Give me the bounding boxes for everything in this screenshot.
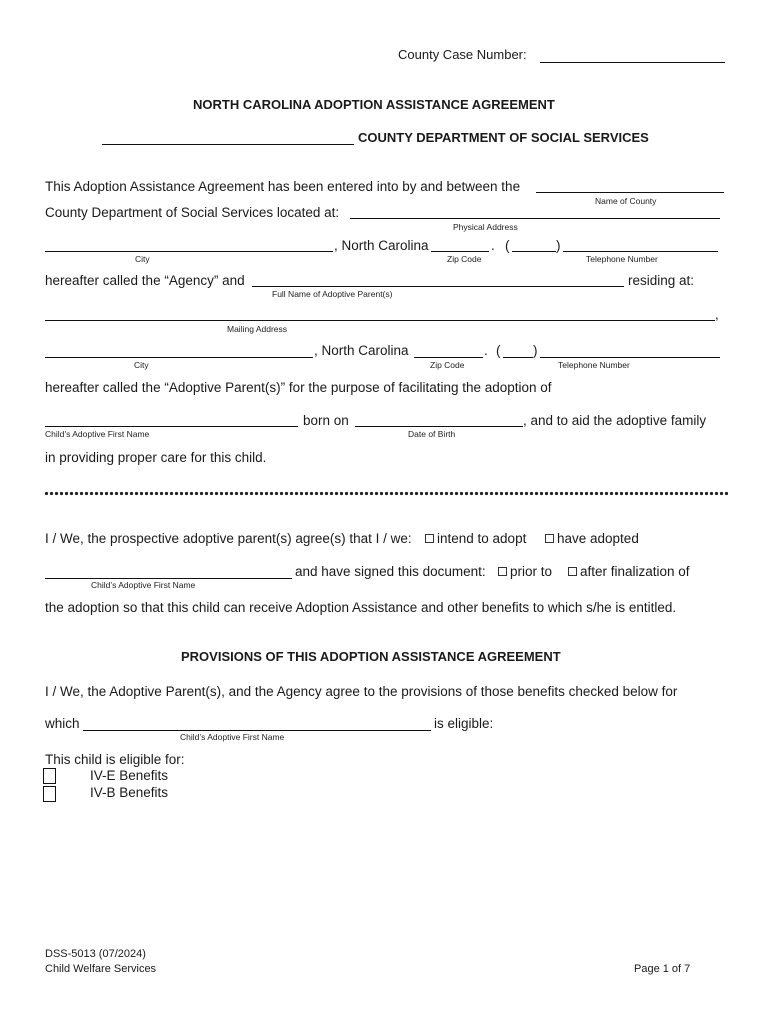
full-name-caption: Full Name of Adoptive Parent(s) [272,289,393,299]
eligible-text: is eligible: [434,716,494,731]
case-number-label: County Case Number: [398,47,527,62]
mailing-city-field[interactable] [45,357,313,358]
ivb-checkbox[interactable] [43,786,56,802]
agree-child-name-field[interactable] [45,578,292,579]
agree-text: I / We, the prospective adoptive parent(s) agree(s) that I / we: [45,531,412,546]
page-number: Page 1 of 7 [634,963,691,975]
paren-close: ) [556,238,561,253]
zip-field[interactable] [431,251,489,252]
division: Child Welfare Services [45,963,157,975]
provisions-child-caption: Child’s Adoptive First Name [180,732,285,742]
child-name-field[interactable] [45,426,298,427]
born-on-text: born on [303,413,349,428]
after-label: after finalization of [580,564,690,579]
intro-line1: This Adoption Assistance Agreement has been entered into by and between the [45,179,521,194]
mailing-area-code-field[interactable] [503,357,533,358]
adoptive-parents-text: hereafter called the “Adoptive Parent(s)” for the purpose of facilitating the adoption of [45,380,552,395]
nc2-text: , North Carolina [314,343,409,358]
provisions-child-name-field[interactable] [83,730,431,731]
agency-text: hereafter called the “Agency” and [45,273,245,288]
form-id: DSS-5013 (07/2024) [45,948,146,960]
physical-address-caption: Physical Address [453,222,518,232]
telephone2-caption: Telephone Number [558,360,630,370]
aid-family-text: , and to aid the adoptive family [523,413,707,428]
child-name-caption: Child’s Adoptive First Name [45,429,150,439]
so-that-text: the adoption so that this child can receive Adoption Assistance and other benefits to which s/he is entitled. [45,600,677,615]
nc-text: , North Carolina [334,238,429,253]
ive-label: IV-E Benefits [90,768,169,783]
dotted-divider [44,491,728,496]
full-name-field[interactable] [252,286,624,287]
provisions-text: I / We, the Adoptive Parent(s), and the Agency agree to the provisions of those benefits checked below for [45,684,678,699]
mailing-telephone-field[interactable] [540,357,720,358]
proper-care-text: in providing proper care for this child. [45,450,267,465]
mailing-address-field[interactable] [45,320,715,321]
case-number-field[interactable] [540,62,725,63]
city-field[interactable] [45,251,333,252]
prior-option[interactable] [498,564,552,579]
comma-text: , [715,307,719,322]
intro-line2: County Department of Social Services located at: [45,205,340,220]
intend-option[interactable] [425,531,526,546]
name-of-county-caption: Name of County [595,196,657,206]
dot-text: . [491,238,495,253]
paren2-close: ) [533,343,538,358]
intend-checkbox[interactable] [425,534,434,543]
area-code-field[interactable] [512,251,556,252]
provisions-title: PROVISIONS OF THIS ADOPTION ASSISTANCE AGREEMENT [181,649,561,664]
agree-child-caption: Child’s Adoptive First Name [91,580,196,590]
paren-open: ( [505,238,510,253]
after-checkbox[interactable] [568,567,577,576]
paren2-open: ( [496,343,501,358]
city2-caption: City [134,360,149,370]
zip-caption: Zip Code [447,254,482,264]
physical-address-field[interactable] [350,218,720,219]
have-adopted-option[interactable] [545,531,639,546]
signed-text: and have signed this document: [295,564,486,579]
zip2-caption: Zip Code [430,360,465,370]
telephone-caption: Telephone Number [586,254,658,264]
which-text: which [45,716,80,731]
intend-label: intend to adopt [437,531,527,546]
have-adopted-label: have adopted [557,531,639,546]
eligible-for-text: This child is eligible for: [45,752,185,767]
residing-text: residing at: [628,273,695,288]
dob-caption: Date of Birth [408,429,456,439]
name-of-county-field[interactable] [536,192,724,193]
city-caption: City [135,254,150,264]
prior-label: prior to [510,564,553,579]
dept-heading: COUNTY DEPARTMENT OF SOCIAL SERVICES [358,130,649,145]
mailing-caption: Mailing Address [227,324,288,334]
telephone-field[interactable] [563,251,718,252]
ive-checkbox[interactable] [43,768,56,784]
have-adopted-checkbox[interactable] [545,534,554,543]
mailing-zip-field[interactable] [414,357,483,358]
prior-checkbox[interactable] [498,567,507,576]
dot2-text: . [484,343,488,358]
after-option[interactable] [568,564,690,579]
page-title: NORTH CAROLINA ADOPTION ASSISTANCE AGREEMENT [193,97,555,112]
dob-field[interactable] [355,426,523,427]
ivb-label: IV-B Benefits [90,785,169,800]
county-name-field[interactable] [102,144,354,145]
